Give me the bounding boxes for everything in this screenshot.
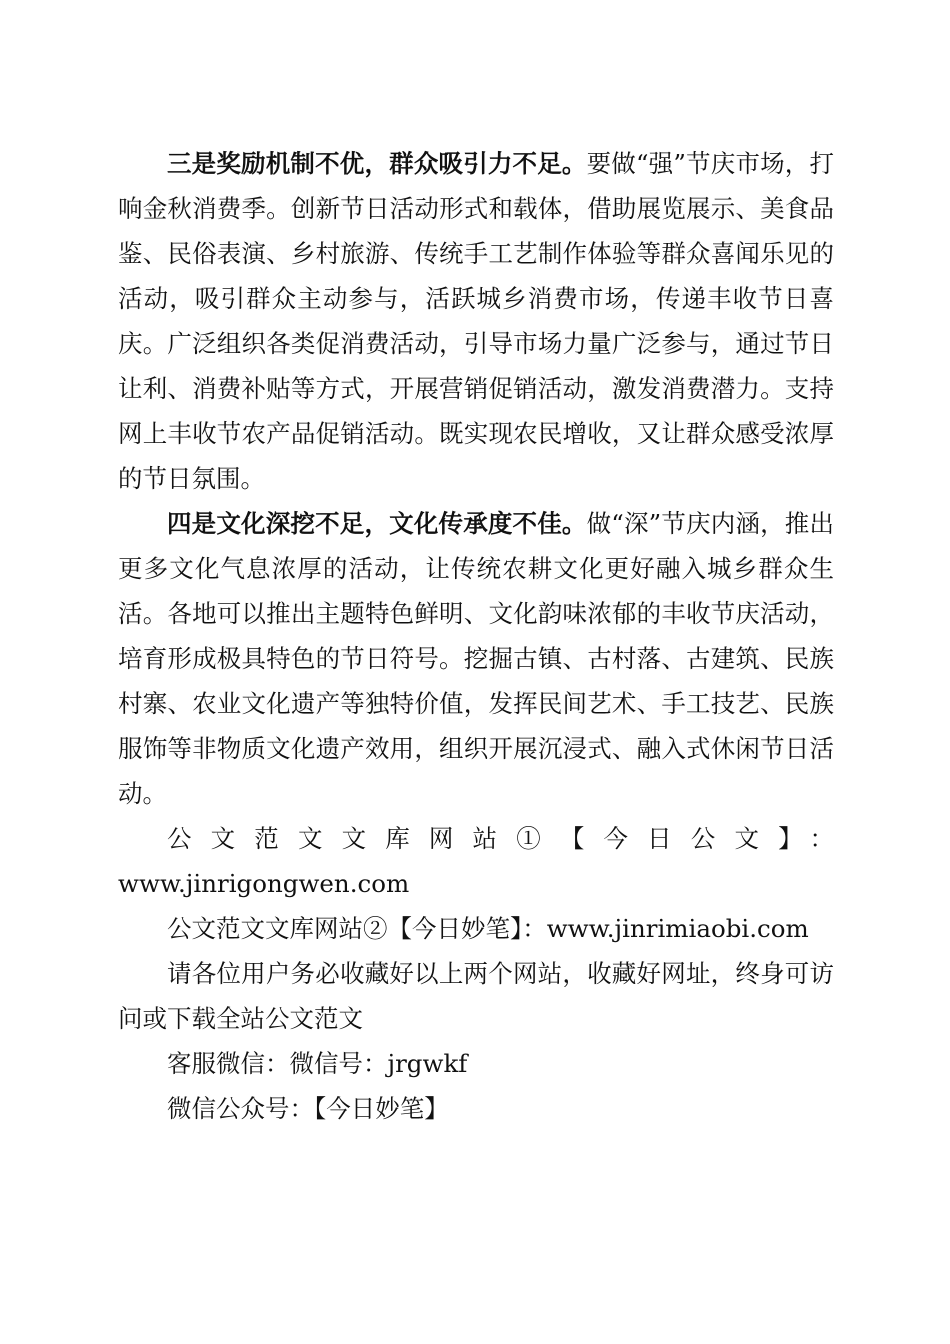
site-2-line: 公文范文文库网站②【今日妙笔】：www.jinrimiaobi.com <box>167 914 809 943</box>
paragraph-reward-mechanism <box>118 141 834 501</box>
official-account: 微信公众号：【今日妙笔】 <box>167 1094 449 1123</box>
paragraph-text: 要做“强”节庆市场，打响金秋消费季。创新节日活动形式和载体，借助展览展示、美食品鉴、民俗表演、乡村旅游、传统手工艺制作体验等群众喜闻乐见的活动，吸引群众主动参与，活跃城乡消费市场，传递丰收节日喜庆。广泛组织各类促消费活动，引导市场力量广泛参与，通过节日让利、消费补贴等方式，开展营销促销活动，激发消费潜力。支持网上丰收节农产品促销活动。既实现农民增收，又让群众感受浓厚的节日氛围。 <box>118 149 834 493</box>
customer-service-wechat: 客服微信：微信号：jrgwkf <box>167 1049 468 1078</box>
site-1-label: 公文范文文库网站①【今日公文】： <box>167 824 834 853</box>
bookmark-notice: 请各位用户务必收藏好以上两个网站，收藏好网址，终身可访问或下载全站公文范文 <box>118 959 834 1033</box>
document-body <box>118 141 834 1131</box>
paragraph-culture <box>118 501 834 816</box>
paragraph-text: 做“深”节庆内涵，推出更多文化气息浓厚的活动，让传统农耕文化更好融入城乡群众生活。各地可以推出主题特色鲜明、文化韵味浓郁的丰收节庆活动，培育形成极具特色的节日符号。挖掘古镇、古村落、古建筑、民族村寨、农业文化遗产等独特价值，发挥民间艺术、手工技艺、民族服饰等非物质文化遗产效用，组织开展沉浸式、融入式休闲节日活动。 <box>118 509 834 808</box>
paragraph-lead: 四是文化深挖不足，文化传承度不佳。 <box>167 509 587 538</box>
paragraph-lead: 三是奖励机制不优，群众吸引力不足。 <box>167 149 587 178</box>
promo-footer <box>118 816 834 1131</box>
site-1-url: www.jinrigongwen.com <box>118 869 410 898</box>
